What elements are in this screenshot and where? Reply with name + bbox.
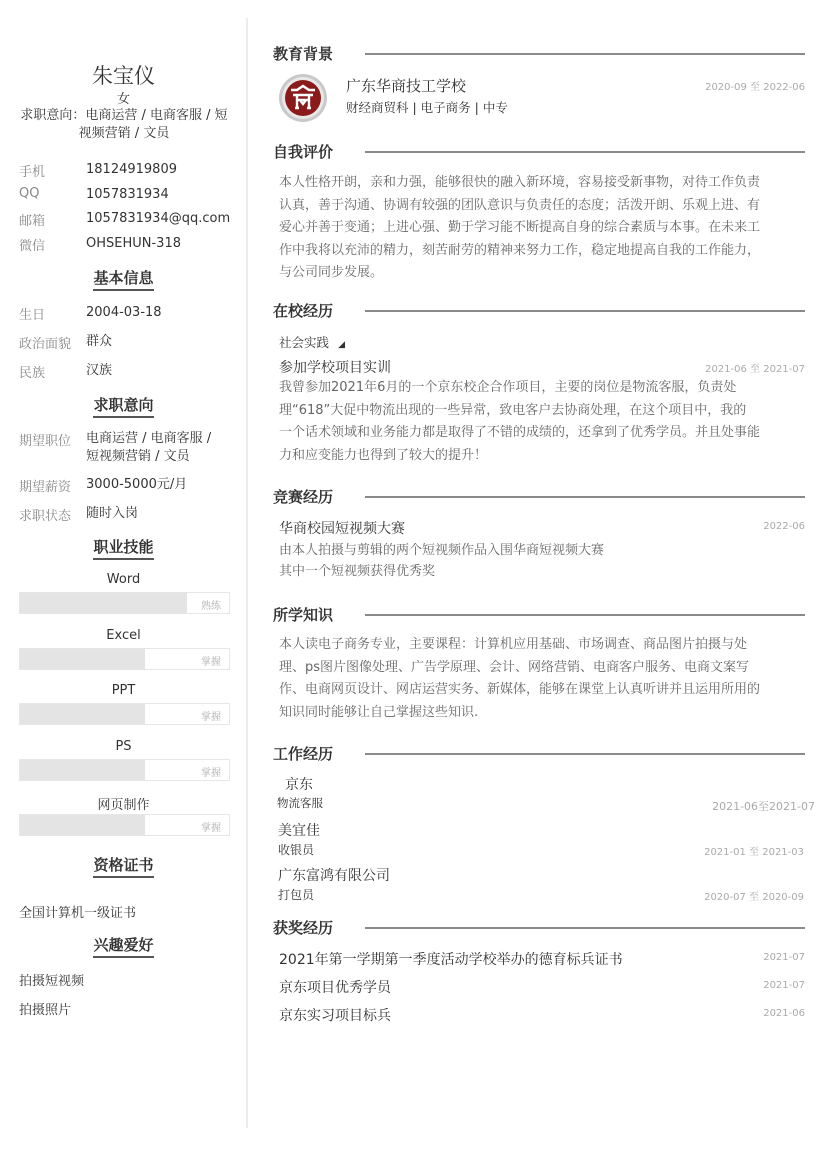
skill-level: 掌握 xyxy=(201,823,221,834)
intent-value-line1: 电商运营 / 电商客服 / xyxy=(86,431,212,446)
info-label: 民族 xyxy=(19,366,46,381)
education-item xyxy=(346,75,805,116)
text-line: 理、ps图片图像处理、广告学原理、会计、网络营销、电商客户服务、电商文案写 xyxy=(279,659,750,675)
award-date: 2021-07 xyxy=(763,952,805,963)
skill-bar-fill xyxy=(20,760,145,780)
item-date: 2022-06 xyxy=(763,521,805,532)
category-label: 社会实践 xyxy=(279,335,330,350)
hobby-item: 拍摄短视频 xyxy=(19,974,85,989)
section-competition xyxy=(273,486,805,508)
item-title: 参加学校项目实训 xyxy=(279,360,391,376)
candidate-gender: 女 xyxy=(116,92,130,107)
award-name: 京东实习项目标兵 xyxy=(279,1008,391,1024)
text-line: 爱心并善于变通；上进心强、勤于学习能不断提高自身的综合素质与本事。在未来工 xyxy=(279,220,761,235)
self-eval-text xyxy=(279,172,807,285)
skill-bar xyxy=(19,759,230,781)
work-role: 收银员 xyxy=(278,843,315,857)
contact-value: 18124919809 xyxy=(86,162,177,177)
intent-value: 随时入岗 xyxy=(86,506,139,521)
intent-label: 期望薪资 xyxy=(19,480,72,495)
award-name: 京东项目优秀学员 xyxy=(279,980,391,996)
info-value: 群众 xyxy=(86,334,113,349)
work-item xyxy=(278,865,804,903)
work-date: 2021-06至2021-07 xyxy=(712,800,815,813)
section-self-eval xyxy=(273,141,805,163)
certificate-item: 全国计算机一级证书 xyxy=(19,906,137,921)
section-awards xyxy=(273,917,805,939)
section-divider xyxy=(365,151,805,153)
skill-bar xyxy=(19,703,230,725)
school-name: 广东华商技工学校 xyxy=(346,77,467,95)
award-date: 2021-06 xyxy=(763,1008,805,1019)
section-divider xyxy=(365,614,805,616)
section-work xyxy=(273,743,805,765)
award-item xyxy=(279,1005,805,1025)
column-divider xyxy=(246,18,248,1128)
job-intent-title: 求职意向 xyxy=(93,395,153,418)
section-title: 在校经历 xyxy=(273,302,334,320)
skill-name: Word xyxy=(106,572,141,587)
skill-name: PPT xyxy=(111,683,136,698)
work-date: 2020-07 至 2020-09 xyxy=(704,892,804,903)
skill-bar-fill xyxy=(20,815,145,835)
hobby-item: 拍摄照片 xyxy=(19,1003,72,1018)
intent-value xyxy=(86,430,236,466)
section-education xyxy=(273,43,805,65)
text-line: 与公司同步发展。 xyxy=(279,265,384,280)
school-logo-icon xyxy=(278,73,328,123)
section-divider xyxy=(365,53,805,55)
section-divider xyxy=(365,927,805,929)
info-label: 生日 xyxy=(19,308,46,323)
text-line: 作、电商网页设计、网店运营实务、新媒体，能够在课堂上认真听讲并且运用所用的 xyxy=(279,682,761,697)
skill-level: 掌握 xyxy=(201,768,221,779)
text-line: 作中我将以充沛的精力，刻苦耐劳的精神来努力工作，稳定地提高自我的工作能力， xyxy=(279,242,761,258)
section-title: 教育背景 xyxy=(273,45,334,63)
skill-name: Excel xyxy=(106,628,141,643)
section-knowledge xyxy=(273,604,805,626)
skill-level: 掌握 xyxy=(201,712,221,723)
text-line: 本人读电子商务专业，主要课程：计算机应用基础、市场调查、商品图片拍摄与处 xyxy=(279,637,748,652)
item-title: 华商校园短视频大赛 xyxy=(279,521,405,537)
work-date: 2021-01 至 2021-03 xyxy=(704,847,804,858)
school-detail: 财经商贸科 | 电子商务 | 中专 xyxy=(346,100,508,115)
skill-level: 掌握 xyxy=(201,657,221,668)
skill-name: 网页制作 xyxy=(97,798,150,813)
knowledge-text xyxy=(279,634,807,724)
school-date: 2020-09 至 2022-06 xyxy=(705,82,805,93)
section-divider xyxy=(365,753,805,755)
contact-value: 1057831934@qq.com xyxy=(86,211,231,226)
skill-bar xyxy=(19,592,230,614)
candidate-name: 朱宝仪 xyxy=(92,64,155,88)
skills-heading xyxy=(0,537,247,560)
skill-level: 熟练 xyxy=(201,601,221,612)
skill-bar-fill xyxy=(20,593,187,613)
text-line: 力和应变能力也得到了较大的提升！ xyxy=(279,447,488,463)
text-line: 其中一个短视频获得优秀奖 xyxy=(279,564,436,579)
contact-label: QQ xyxy=(19,186,40,201)
contact-label: 邮箱 xyxy=(19,214,46,229)
candidate-intent: 求职意向：电商运营 / 电商客服 / 短视频营销 / 文员 xyxy=(20,108,228,141)
competition-text xyxy=(279,540,807,582)
section-title: 自我评价 xyxy=(273,143,334,161)
sidebar xyxy=(0,0,247,1127)
award-date: 2021-07 xyxy=(763,980,805,991)
competition-item xyxy=(279,518,805,538)
section-school-exp xyxy=(273,300,805,322)
contact-label: 手机 xyxy=(19,165,46,180)
hobbies-heading xyxy=(0,935,247,958)
basic-info-heading xyxy=(0,268,247,291)
basic-info-title: 基本信息 xyxy=(93,268,153,291)
contact-label: 微信 xyxy=(19,239,46,254)
skill-bar-fill xyxy=(20,704,145,724)
school-exp-text xyxy=(279,377,807,467)
section-title: 工作经历 xyxy=(273,745,334,763)
skill-bar xyxy=(19,648,230,670)
work-item xyxy=(278,820,804,858)
text-line: 我曾参加2021年6月的一个京东校企合作项目，主要的岗位是物流客服，负责处 xyxy=(279,380,737,395)
text-line: 认真，善于沟通、协调有较强的团队意识与负责任的态度；活泼开朗、乐观上进、有 xyxy=(279,197,761,213)
text-line: 本人性格开朗，亲和力强，能够很快的融入新环境，容易接受新事物，对待工作负责 xyxy=(279,175,761,190)
intent-value: 3000-5000元/月 xyxy=(86,477,188,492)
job-intent-heading xyxy=(0,395,247,418)
award-name: 2021年第一学期第一季度活动学校举办的德育标兵证书 xyxy=(279,952,623,968)
hobbies-title: 兴趣爱好 xyxy=(93,935,153,958)
intent-value-line2: 短视频营销 / 文员 xyxy=(86,449,190,464)
award-item xyxy=(279,949,805,969)
work-company: 广东富鸿有限公司 xyxy=(278,868,390,884)
school-exp-category[interactable] xyxy=(279,332,805,351)
skill-bar xyxy=(19,814,230,836)
section-title: 所学知识 xyxy=(273,606,334,624)
section-title: 竞赛经历 xyxy=(273,488,334,506)
certificates-title: 资格证书 xyxy=(93,855,153,878)
work-role: 打包员 xyxy=(278,888,315,902)
triangle-icon: ◢ xyxy=(338,340,346,350)
section-divider xyxy=(365,496,805,498)
school-exp-item xyxy=(279,357,805,377)
skill-bar-fill xyxy=(20,649,145,669)
intent-label: 期望职位 xyxy=(19,434,72,449)
text-line: 一个话术领域和业务能力都是取得了不错的成绩的，还拿到了优秀学员。并且处事能 xyxy=(279,425,761,440)
info-value: 汉族 xyxy=(86,363,113,378)
certificates-heading xyxy=(0,855,247,878)
item-date: 2021-06 至 2021-07 xyxy=(705,364,805,375)
text-line: 知识同时能够让自己掌握这些知识. xyxy=(279,704,479,720)
contact-value: 1057831934 xyxy=(86,187,169,202)
info-value: 2004-03-18 xyxy=(86,305,162,320)
work-item xyxy=(277,774,815,811)
work-role: 物流客服 xyxy=(277,796,323,810)
work-company: 京东 xyxy=(285,777,313,793)
award-item xyxy=(279,977,805,997)
skills-title: 职业技能 xyxy=(93,537,153,560)
intent-label: 求职状态 xyxy=(19,509,72,524)
text-line: 由本人拍摄与剪辑的两个短视频作品入围华商短视频大赛 xyxy=(279,543,605,558)
text-line: 理“618”大促中物流出现的一些异常，致电客户去协商处理，在这个项目中，我的 xyxy=(279,402,747,418)
skill-name: PS xyxy=(115,739,132,754)
info-label: 政治面貌 xyxy=(19,337,72,352)
section-divider xyxy=(365,310,805,312)
contact-value: OHSEHUN-318 xyxy=(86,236,181,251)
section-title: 获奖经历 xyxy=(273,919,334,937)
work-company: 美宜佳 xyxy=(278,823,320,839)
